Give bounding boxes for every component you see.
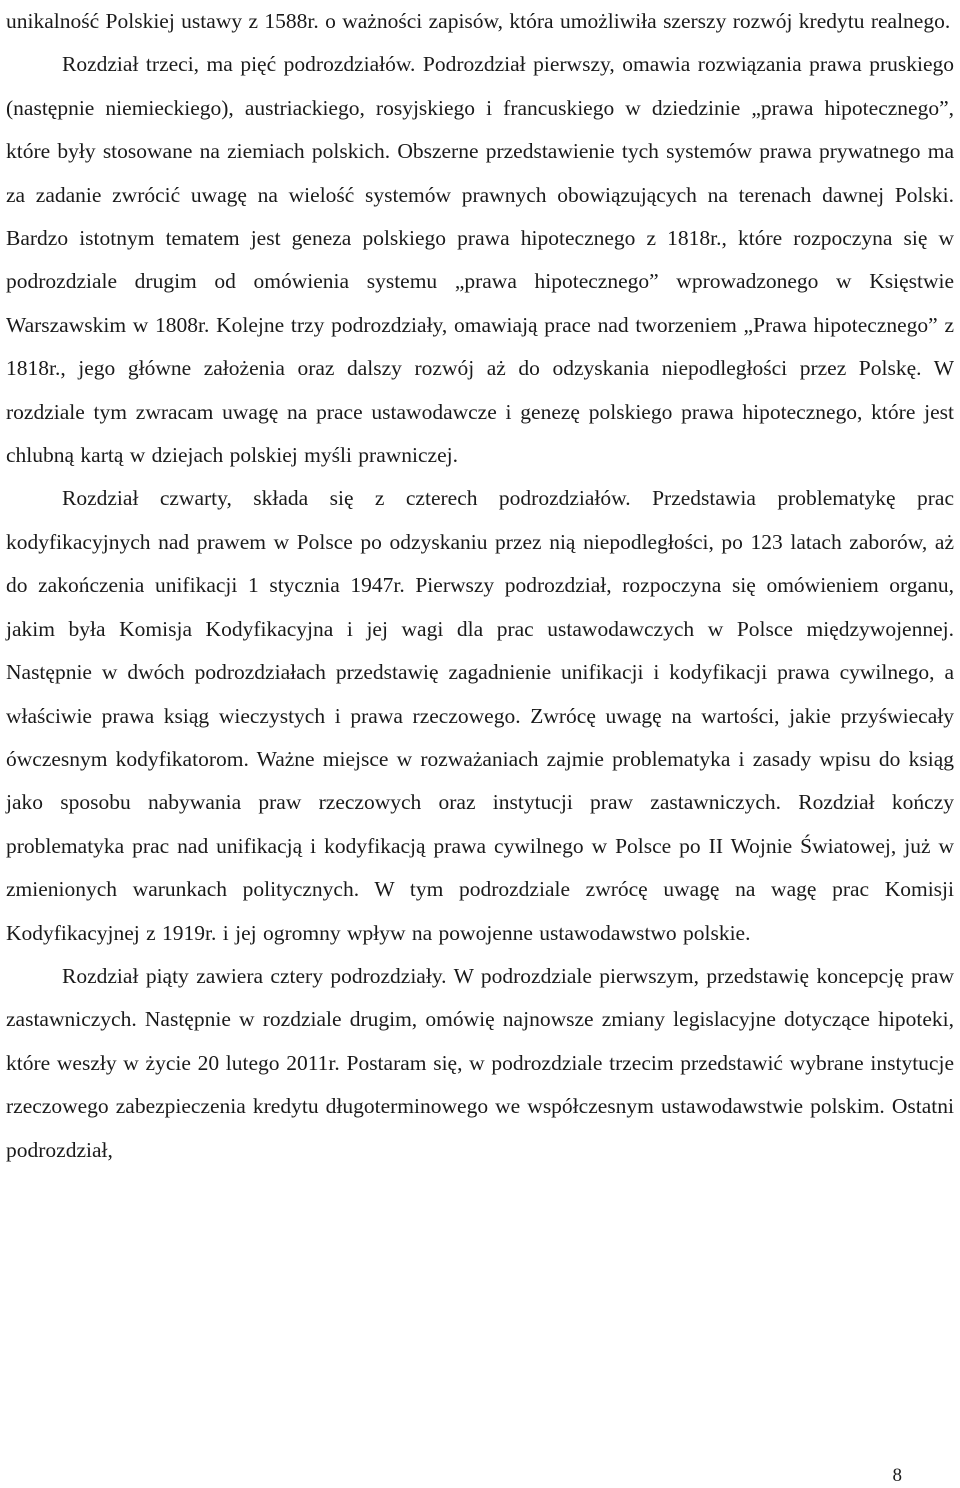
paragraph-chapter-three: Rozdział trzeci, ma pięć podrozdziałów. Podrozdział pierwszy, omawia rozwiązania prawa pruskiego (następnie niemieckiego), austriackiego, rosyjskiego i francuskiego w dziedzinie „prawa hipotecznego”, które były stosowane na ziemiach polskich. Obszerne przedstawienie tych systemów prawa prywatnego ma za zadanie zwrócić uwagę na wielość systemów prawnych obowiązujących na terenach dawnej Polski. Bardzo istotnym tematem jest geneza polskiego prawa hipotecznego z 1818r., które rozpoczyna się w podrozdziale drugim od omówienia systemu „prawa hipotecznego” wprowadzonego w Księstwie Warszawskim w 1808r. Kolejne trzy podrozdziały, omawiają prace nad tworzeniem „Prawa hipotecznego” z 1818r., jego główne założenia oraz dalszy rozwój aż do odzyskania niepodległości przez Polskę. W rozdziale tym zwracam uwagę na prace ustawodawcze i genezę polskiego prawa hipotecznego, które jest chlubną kartą w dziejach polskiej myśli prawniczej. xyxy=(6,52,954,468)
paragraph-chapter-five: Rozdział piąty zawiera cztery podrozdziały. W podrozdziale pierwszym, przedstawię koncepcję praw zastawniczych. Następnie w rozdziale drugim, omówię najnowsze zmiany legislacyjne dotyczące hipoteki, które weszły w życie 20 lutego 2011r. Postaram się, w podrozdziale trzecim przedstawić wybrane instytucje rzeczowego zabezpieczenia kredytu długoterminowego we współczesnym ustawodawstwie polskim. Ostatni podrozdział, xyxy=(6,963,954,1162)
page-number: 8 xyxy=(892,1465,902,1486)
document-page xyxy=(6,0,954,1172)
paragraph-continuation: unikalność Polskiej ustawy z 1588r. o ważności zapisów, która umożliwiła szerszy rozwój kredytu realnego. xyxy=(6,9,951,33)
paragraph-chapter-four: Rozdział czwarty, składa się z czterech podrozdziałów. Przedstawia problematykę prac kodyfikacyjnych nad prawem w Polsce po odzyskaniu przez nią niepodległości, po 123 latach zaborów, aż do zakończenia unifikacji 1 stycznia 1947r. Pierwszy podrozdział, rozpoczyna się omówieniem organu, jakim była Komisja Kodyfikacyjna i jej wagi dla prac ustawodawczych w Polsce międzywojennej. Następnie w dwóch podrozdziałach przedstawię zagadnienie unifikacji i kodyfikacji prawa cywilnego, a właściwie prawa ksiąg wieczystych i prawa rzeczowego. Zwrócę uwagę na wartości, jakie przyświecały ówczesnym kodyfikatorom. Ważne miejsce w rozważaniach zajmie problematyka i zasady wpisu do ksiąg jako sposobu nabywania praw rzeczowych oraz instytucji praw zastawniczych. Rozdział kończy problematyka prac nad unifikacją i kodyfikacją prawa cywilnego w Polsce po II Wojnie Światowej, już w zmienionych warunkach politycznych. W tym podrozdziale zwrócę uwagę na wagę prac Komisji Kodyfikacyjnej z 1919r. i jej ogromny wpływ na powojenne ustawodawstwo polskie. xyxy=(6,486,954,945)
